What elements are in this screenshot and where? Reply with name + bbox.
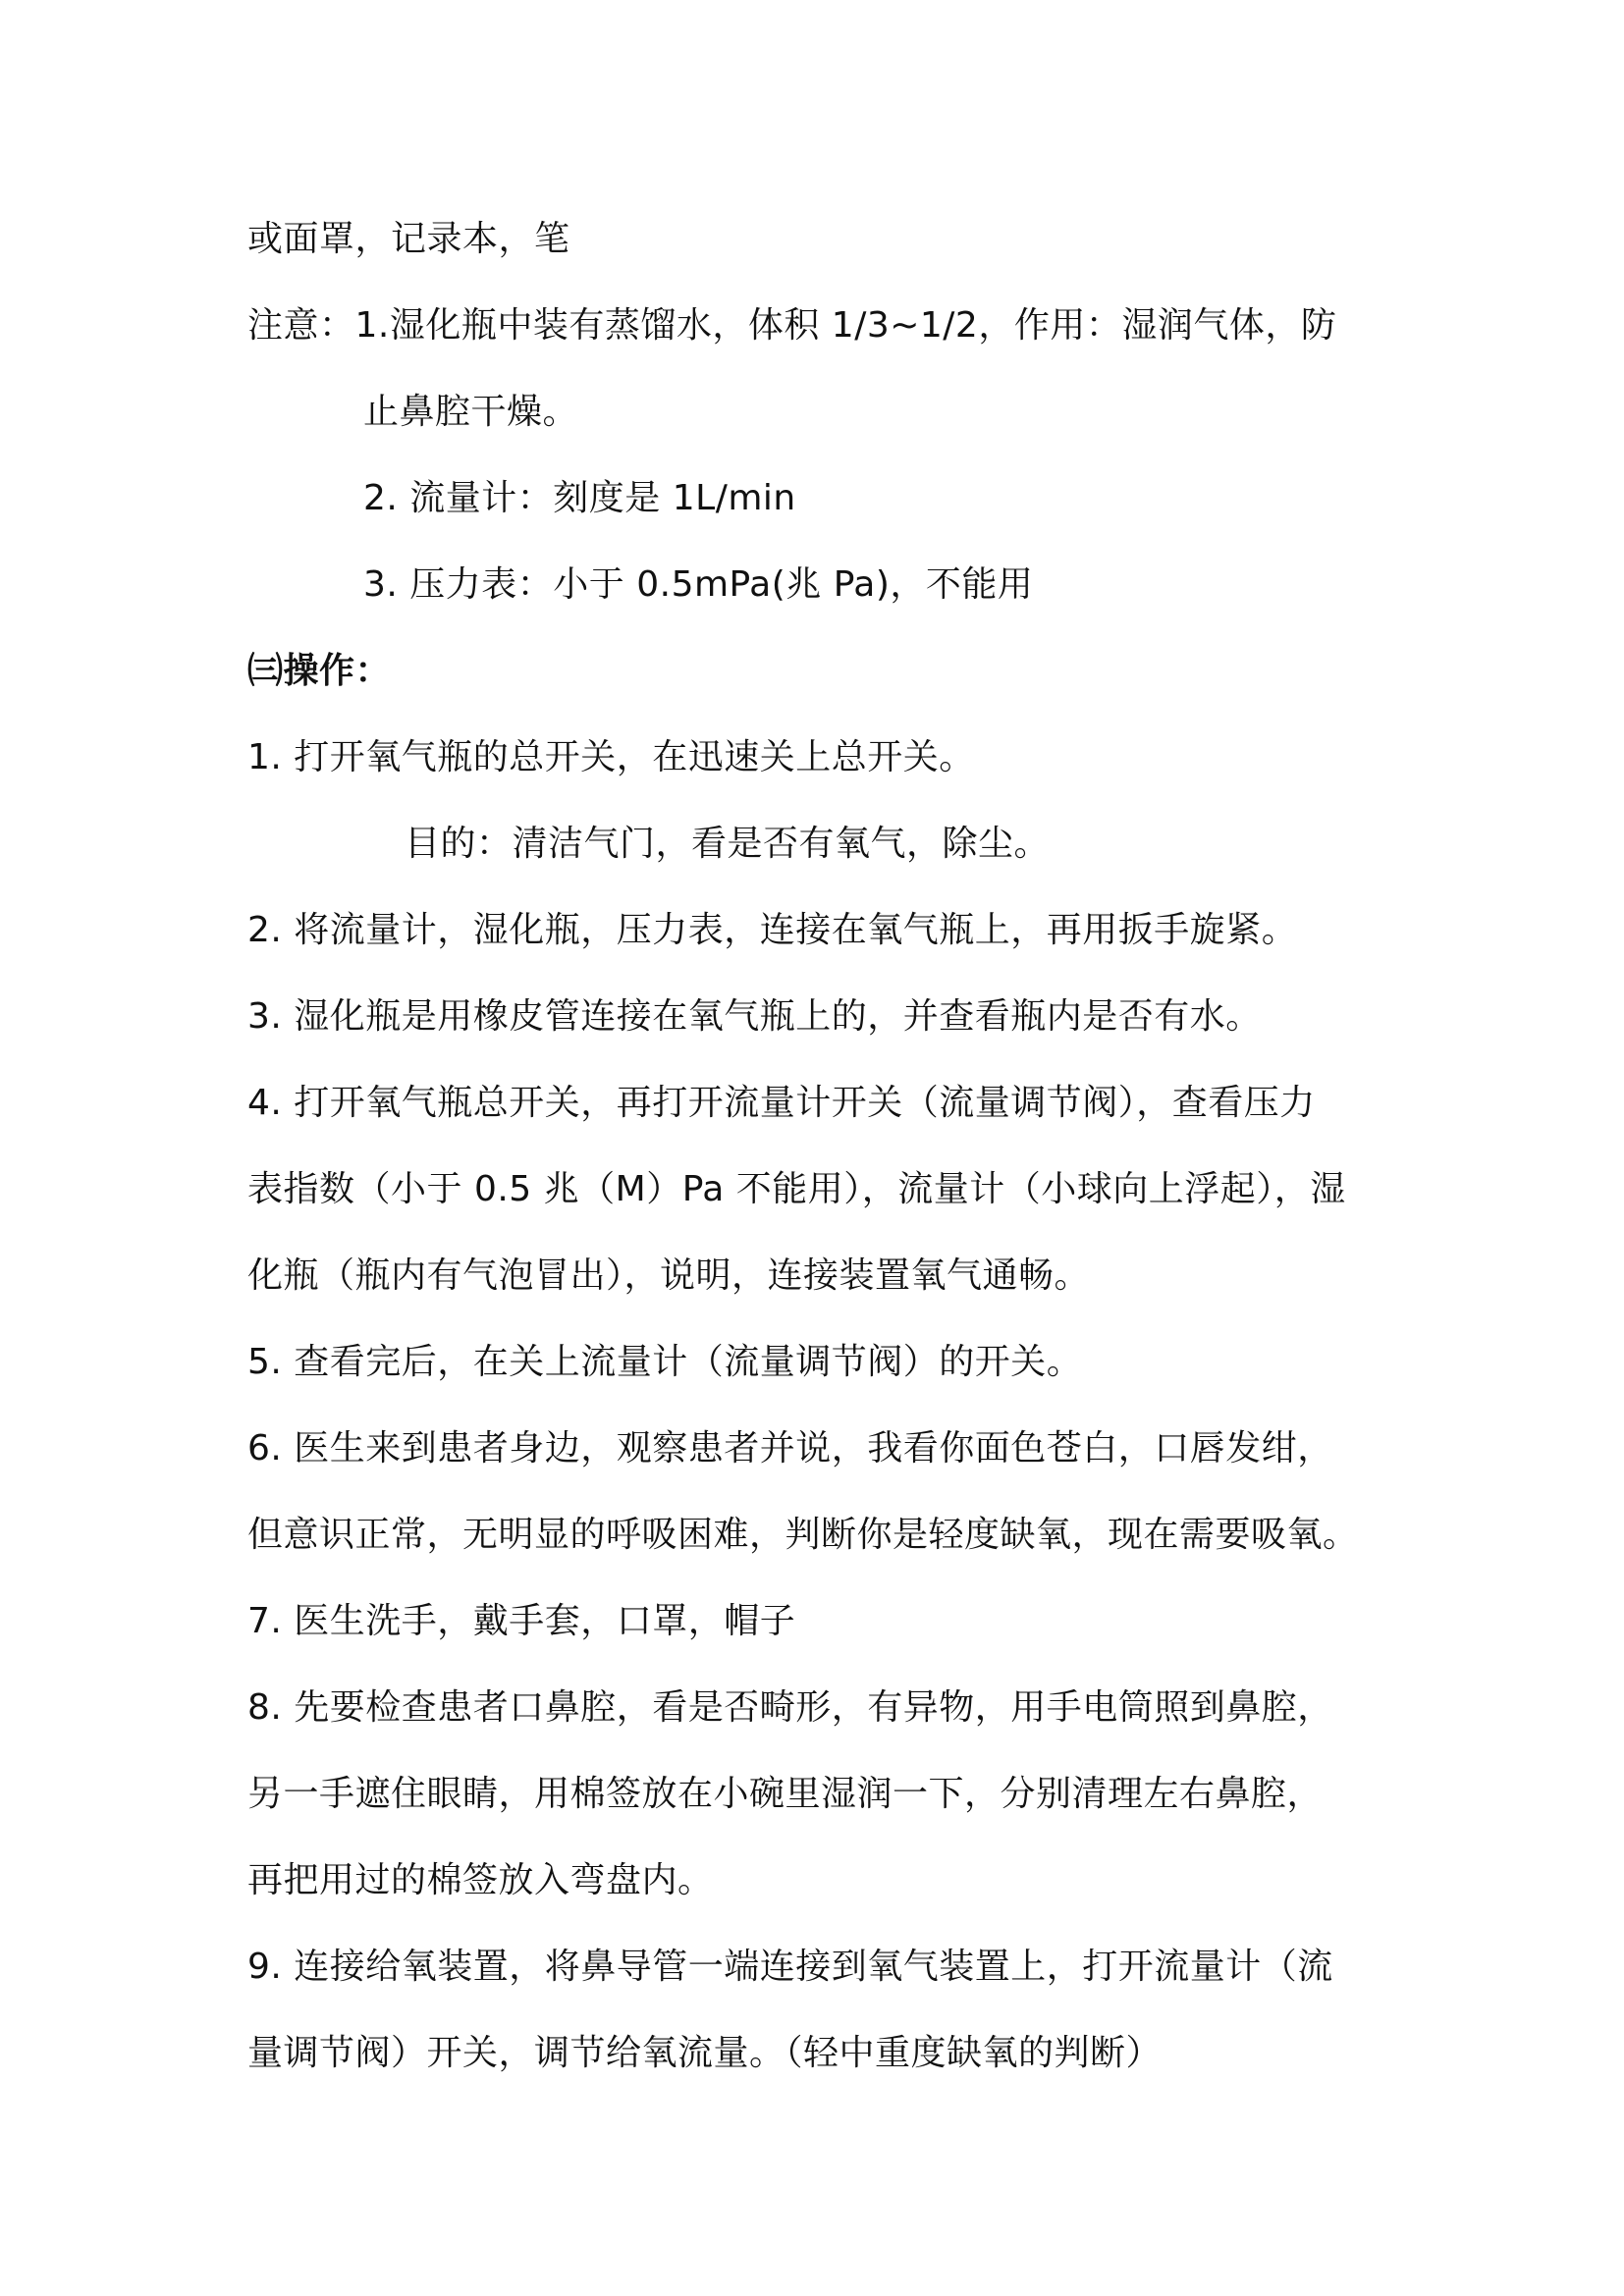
text-line-14: 5. 查看完后，在关上流量计（流量调节阀）的开关。	[247, 1342, 1083, 1382]
text-line-15: 6. 医生来到患者身边，观察患者并说，我看你面色苍白，口唇发绀，	[247, 1428, 1333, 1468]
text-line-10: 3. 湿化瓶是用橡皮管连接在氧气瓶上的，并查看瓶内是否有水。	[247, 996, 1262, 1037]
text-line-12: 表指数（小于 0.5 兆（M）Pa 不能用），流量计（小球向上浮起），湿	[247, 1169, 1346, 1209]
text-line-21: 9. 连接给氧装置，将鼻导管一端连接到氧气装置上，打开流量计（流	[247, 1947, 1333, 1987]
section-heading-operation: ㈢操作：	[247, 651, 392, 691]
text-line-11: 4. 打开氧气瓶总开关，再打开流量计开关（流量调节阀），查看压力	[247, 1083, 1316, 1123]
text-line-5: 3. 压力表：小于 0.5mPa(兆 Pa)，不能用	[363, 564, 1034, 605]
text-line-4: 2. 流量计：刻度是 1L/min	[363, 478, 796, 518]
text-line-3: 止鼻腔干燥。	[363, 392, 579, 432]
text-line-9: 2. 将流量计，湿化瓶，压力表，连接在氧气瓶上，再用扳手旋紧。	[247, 910, 1298, 950]
text-line-22: 量调节阀）开关，调节给氧流量。（轻中重度缺氧的判断）	[247, 2033, 1163, 2073]
text-line-20: 再把用过的棉签放入弯盘内。	[247, 1860, 714, 1900]
text-line-7: 1. 打开氧气瓶的总开关，在迅速关上总开关。	[247, 737, 975, 777]
text-line-19: 另一手遮住眼睛，用棉签放在小碗里湿润一下，分别清理左右鼻腔，	[247, 1774, 1324, 1814]
text-line-17: 7. 医生洗手，戴手套，口罩，帽子	[247, 1601, 796, 1641]
text-line-1: 或面罩，记录本，笔	[247, 219, 570, 259]
text-line-18: 8. 先要检查患者口鼻腔，看是否畸形，有异物，用手电筒照到鼻腔，	[247, 1687, 1333, 1728]
text-line-16: 但意识正常，无明显的呼吸困难，判断你是轻度缺氧，现在需要吸氧。	[247, 1515, 1359, 1555]
text-line-8: 目的：清洁气门，看是否有氧气，除尘。	[405, 824, 1051, 864]
text-line-13: 化瓶（瓶内有气泡冒出），说明，连接装置氧气通畅。	[247, 1255, 1091, 1296]
text-line-2: 注意：1.湿化瓶中装有蒸馏水，体积 1/3~1/2，作用：湿润气体，防	[247, 305, 1337, 346]
